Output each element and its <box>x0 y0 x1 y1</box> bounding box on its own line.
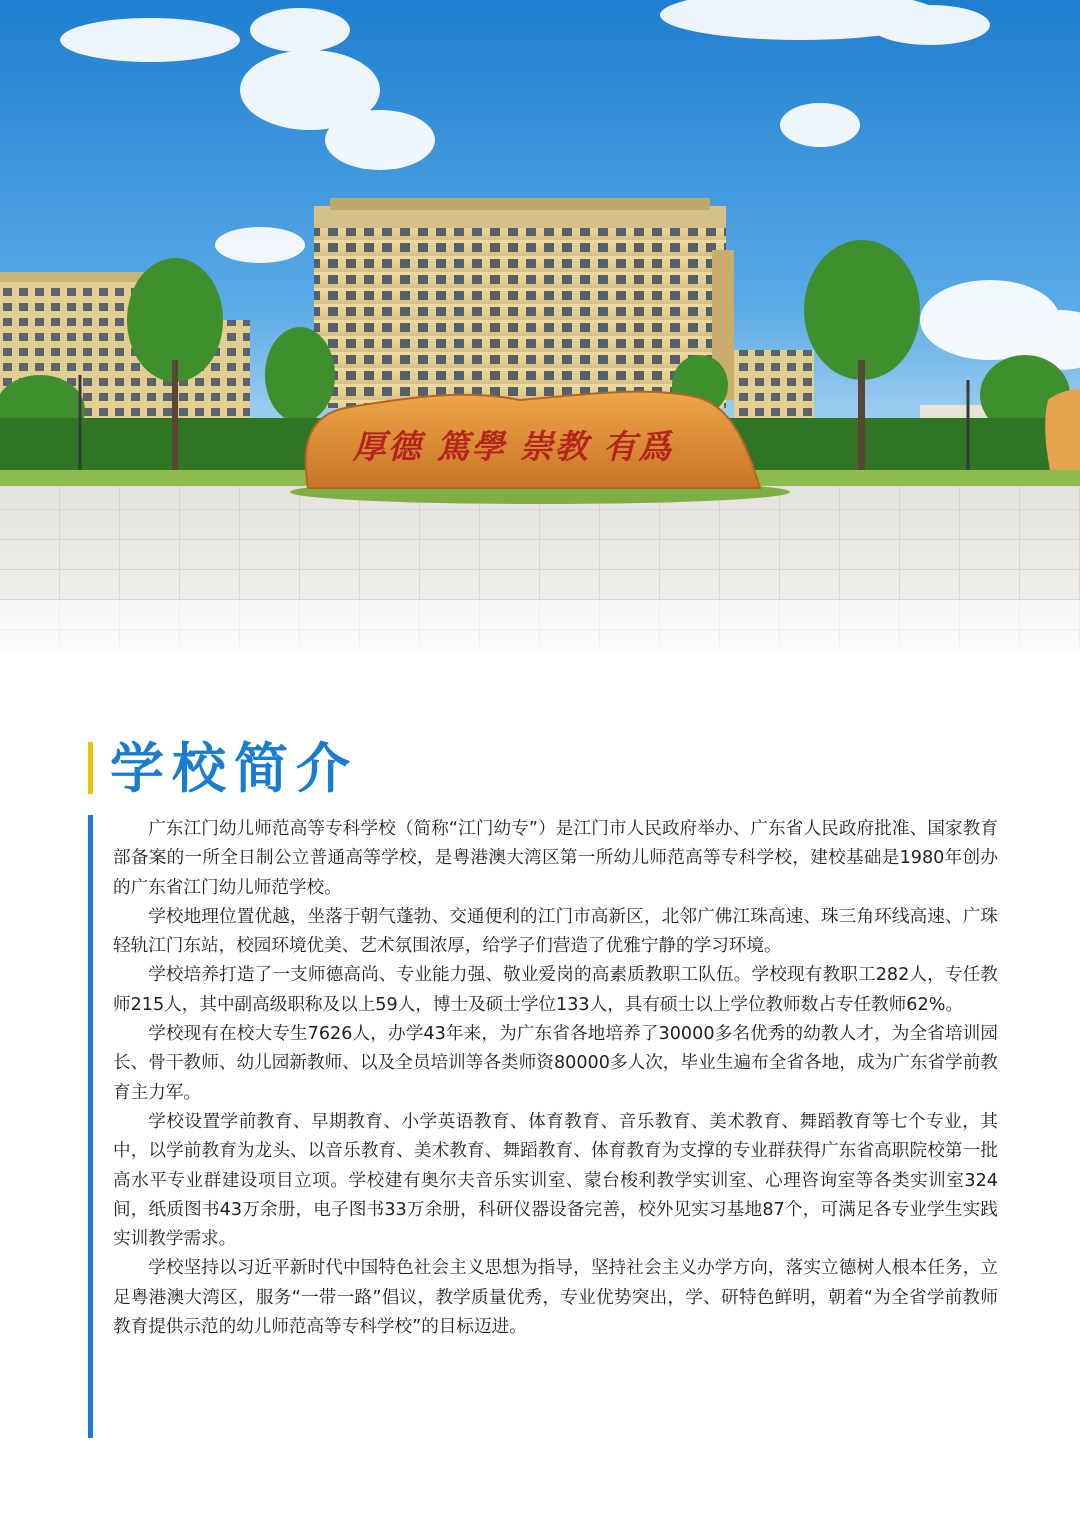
heading-accent-bar <box>88 742 93 794</box>
stone-inscription: 厚德 篤學 崇教 有爲 <box>352 427 674 466</box>
paragraph-students: 学校现有在校大专生7626人，办学43年来，为广东省各地培养了30000多名优秀的幼教人才，为全省培训园长、骨干教师、幼儿园新教师、以及全员培训等各类师资80000多人次，毕业生遍布全省各地，成为广东省学前教育主力军。 <box>113 1024 998 1103</box>
paragraph-mission: 学校坚持以习近平新时代中国特色社会主义思想为指导，坚持社会主义办学方向，落实立德树人根本任务，立足粤港澳大湾区，服务“一带一路”倡议，教学质量优秀，专业优势突出，学、研特色鲜明，朝着“为全省学前教师教育提供示范的幼儿师范高等专科学校”的目标迈进。 <box>113 1258 998 1338</box>
paragraph-faculty: 学校培养打造了一支师德高尚、专业能力强、敬业爱岗的高素质教职工队伍。学校现有教职工282人，专任教师215人，其中副高级职称及以上59人，博士及硕士学位133人，具有硕士以上学位教师数占专任教师62%。 <box>113 965 998 1015</box>
paragraph-programs: 学校设置学前教育、早期教育、小学英语教育、体育教育、音乐教育、美术教育、舞蹈教育等七个专业，其中，以学前教育为龙头、以音乐教育、美术教育、舞蹈教育、体育教育为支撑的专业群获得广东省高职院校第一批高水平专业群建设项目立项。学校建有奥尔夫音乐实训室、蒙台梭利教学实训室、心理咨询室等各类实训室324间，纸质图书43万余册，电子图书33万余册，科研仪器设备完善，校外见实习基地87个，可满足各专业学生实践实训教学需求。 <box>113 1111 998 1250</box>
body-accent-bar <box>88 815 93 1438</box>
intro-body <box>113 815 998 1342</box>
campus-illustration <box>0 0 1080 690</box>
paragraph-location: 学校地理位置优越，坐落于朝气蓬勃、交通便利的江门市高新区，北邻广佛江珠高速、珠三角环线高速、广珠轻轨江门东站，校园环境优美、艺术氛围浓厚，给学子们营造了优雅宁静的学习环境。 <box>113 906 998 957</box>
section-title: 学校简介 <box>110 736 358 800</box>
paragraph-overview: 广东江门幼儿师范高等专科学校（简称“江门幼专”）是江门市人民政府举办、广东省人民政府批准、国家教育部备案的一所全日制公立普通高等学校，是粤港澳大湾区第一所幼儿师范高等专科学校，建校基础是1980年创办的广东省江门幼儿师范学校。 <box>113 819 998 898</box>
campus-photo <box>0 0 1080 690</box>
